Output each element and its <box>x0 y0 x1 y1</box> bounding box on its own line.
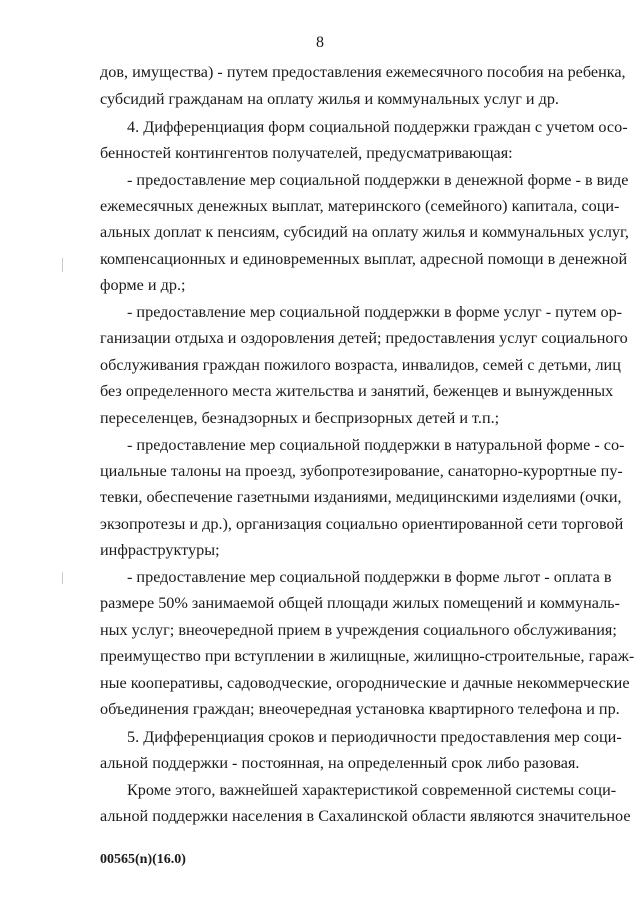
text-line: экзопротезы и др.), организация социально ориентированной сети торговой <box>100 515 624 533</box>
text-line: - предоставление мер социальной поддержки в денежной форме - в виде <box>127 171 629 189</box>
text-line: ные кооперативы, садоводческие, огороднические и дачные некоммерческие <box>100 674 630 692</box>
text-line: - предоставление мер социальной поддержки в форме услуг - путем ор- <box>127 303 623 321</box>
text-line: переселенцев, безнадзорных и беспризорных детей и т.п.; <box>100 409 500 427</box>
text-line: дов, имущества) - путем предоставления ежемесячного пособия на ребенка, <box>100 63 626 81</box>
text-line: альной поддержки - постоянная, на определенный срок либо разовая. <box>100 754 580 772</box>
text-line: ганизации отдыха и оздоровления детей; предоставления услуг социального <box>100 329 628 347</box>
margin-mark <box>62 258 63 272</box>
text-line: обслуживания граждан пожилого возраста, инвалидов, семей с детьми, лиц <box>100 356 621 374</box>
page-number: 8 <box>316 34 324 51</box>
text-line: ных услуг; внеочередной прием в учреждения социального обслуживания; <box>100 621 617 639</box>
document-code: 00565(n)(16.0) <box>100 852 186 867</box>
text-line: Кроме этого, важнейшей характеристикой современной системы соци- <box>127 781 617 799</box>
text-line: тевки, обеспечение газетными изданиями, медицинскими изделиями (очки, <box>100 488 622 506</box>
text-line: объединения граждан; внеочередная установка квартирного телефона и пр. <box>100 700 620 718</box>
text-line: без определенного места жительства и занятий, беженцев и вынужденных <box>100 382 614 400</box>
text-line: - предоставление мер социальной поддержки в форме льгот - оплата в <box>127 568 612 586</box>
text-line: альных доплат к пенсиям, субсидий на оплату жилья и коммунальных услуг, <box>100 223 629 241</box>
text-line: альной поддержки населения в Сахалинской области являются значительное <box>100 807 631 825</box>
text-line: 4. Дифференциация форм социальной поддержки граждан с учетом осо- <box>127 118 628 136</box>
text-line: 5. Дифференциация сроков и периодичности предоставления мер соци- <box>127 728 622 746</box>
text-line: бенностей контингентов получателей, предусматривающая: <box>100 144 513 162</box>
margin-mark <box>62 572 63 584</box>
text-line: компенсационных и единовременных выплат, адресной помощи в денежной <box>100 250 628 268</box>
text-line: ежемесячных денежных выплат, материнского (семейного) капитала, соци- <box>100 197 620 215</box>
text-line: субсидий гражданам на оплату жилья и коммунальных услуг и др. <box>100 90 559 108</box>
text-line: циальные талоны на проезд, зубопротезирование, санаторно-курортные пу- <box>100 462 623 480</box>
text-line: преимущество при вступлении в жилищные, жилищно-строительные, гараж- <box>100 647 635 665</box>
text-line: размере 50% занимаемой общей площади жилых помещений и коммуналь- <box>100 594 620 612</box>
text-line: форме и др.; <box>100 276 186 294</box>
text-line: инфраструктуры; <box>100 541 220 559</box>
text-line: - предоставление мер социальной поддержки в натуральной форме - со- <box>127 436 625 454</box>
